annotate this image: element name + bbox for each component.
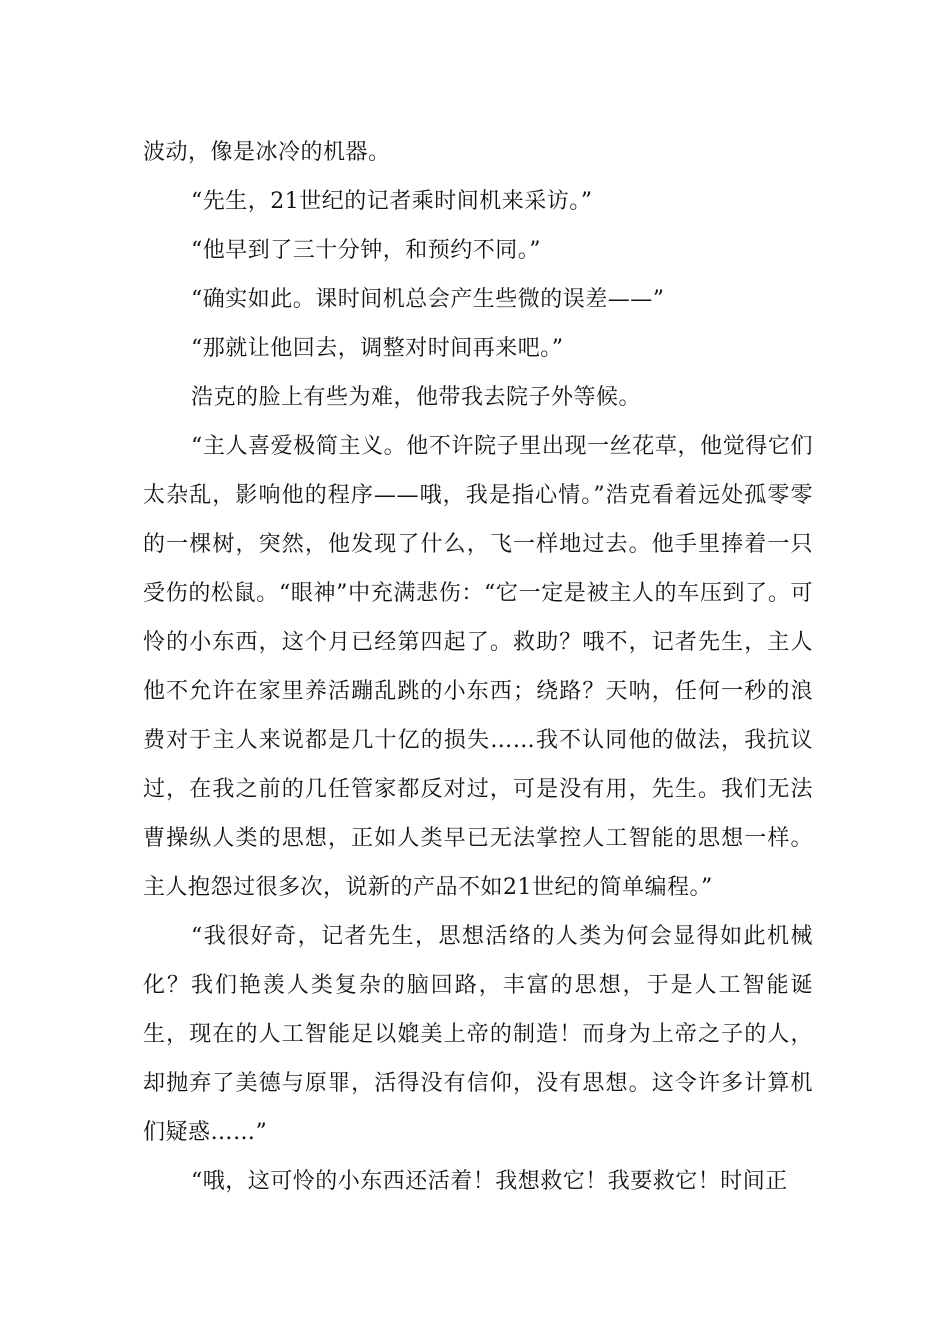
paragraph-9: “哦，这可怜的小东西还活着！我想救它！我要救它！时间正 <box>191 1169 788 1194</box>
paragraph-5: “那就让他回去，调整对时间再来吧。” <box>191 336 564 361</box>
paragraph-4: “确实如此。课时间机总会产生些微的误差——” <box>191 287 665 312</box>
paragraph-2: “先生，21世纪的记者乘时间机来采访。” <box>191 189 593 214</box>
paragraph-6: 浩克的脸上有些为难，他带我去院子外等候。 <box>191 385 642 410</box>
paragraph-3: “他早到了三十分钟，和预约不同。” <box>191 238 541 263</box>
body-text <box>143 128 813 1206</box>
paragraph-1: 波动，像是冰冷的机器。 <box>143 140 391 165</box>
paragraph-7: “主人喜爱极简主义。他不许院子里出现一丝花草，他觉得它们太杂乱，影响他的程序——哦，我是指心情。”浩克看着远处孤零零的一棵树，突然，他发现了什么，飞一样地过去。他手里捧着一只受伤的松鼠。“眼神”中充满悲伤：“它一定是被主人的车压到了。可怜的小东西，这个月已经第四起了。救助？哦不，记者先生，主人他不允许在家里养活蹦乱跳的小东西；绕路？天呐，任何一秒的浪费对于主人来说都是几十亿的损失……我不认同他的做法，我抗议过，在我之前的几任管家都反对过，可是没有用，先生。我们无法曹操纵人类的思想，正如人类早已无法掌控人工智能的思想一样。主人抱怨过很多次，说新的产品不如21世纪的简单编程。” <box>143 434 813 900</box>
paragraph-8: “我很好奇，记者先生，思想活络的人类为何会显得如此机械化？我们艳羡人类复杂的脑回路，丰富的思想，于是人工智能诞生，现在的人工智能足以媲美上帝的制造！而身为上帝之子的人，却抛弃了美德与原罪，活得没有信仰，没有思想。这令许多计算机们疑惑……” <box>143 924 813 1145</box>
